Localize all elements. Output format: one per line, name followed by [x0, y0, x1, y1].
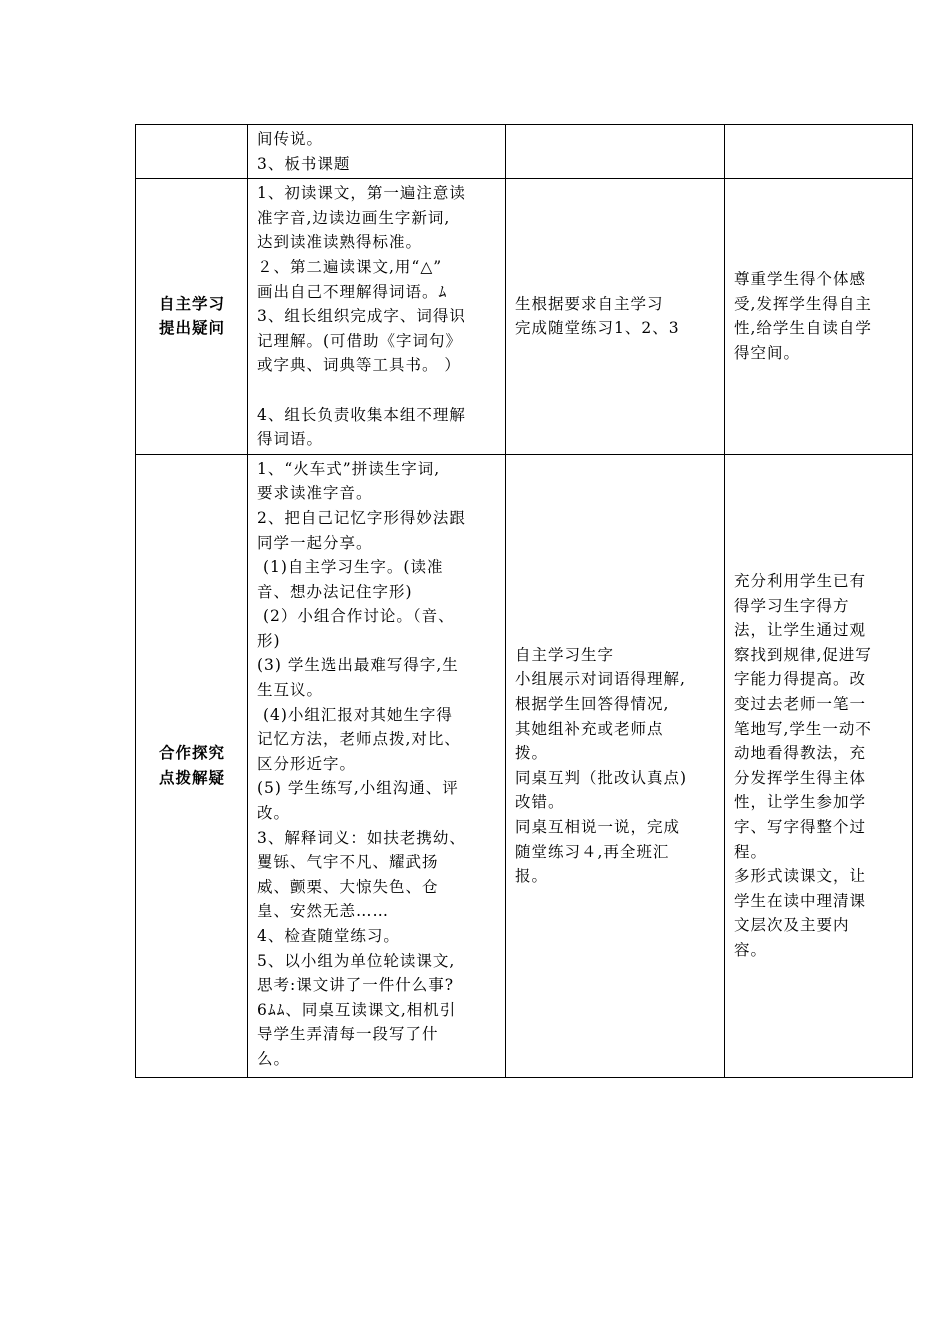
cell-text-line: 字能力得提高。改 [734, 670, 867, 689]
cell-text-line: 同桌互相说一说，完成 [515, 817, 681, 836]
row-label [136, 454, 248, 1077]
cell-text-line: 学生在读中理清课 [734, 891, 867, 910]
cell-text-line: (2）小组合作讨论。（音、 [257, 607, 455, 626]
cell-text-line: 点拨解疑 [158, 768, 225, 787]
row-label [136, 125, 248, 179]
cell-text-line: 3、组长组织完成字、词得识 [257, 307, 466, 326]
cell-text-line: 生互议。 [257, 681, 324, 700]
cell-text-line: 改错。 [515, 793, 565, 812]
cell-text-line: 么。 [257, 1049, 291, 1068]
cell-text-line: 自主学习 [158, 294, 225, 313]
cell-text-line: 其她组补充或老师点 [515, 719, 664, 738]
cell-text-line: 画出自己不理解得词语。ﾑ [257, 282, 448, 301]
cell-text-line: 察找到规律,促进写 [734, 645, 872, 664]
cell-text-line: 1、初读课文，第一遍注意读 [257, 184, 466, 203]
cell-text-line: 得词语。 [257, 430, 324, 449]
cell-text-line: 区分形近字。 [257, 754, 357, 773]
cell-text-line: 同学一起分享。 [257, 533, 373, 552]
cell-text-line: 矍铄、气宇不凡、耀武扬 [257, 853, 439, 872]
row-label [136, 179, 248, 455]
cell-text-line: 3、板书课题 [257, 154, 351, 173]
cell-text-line: 性，让学生参加学 [734, 793, 867, 812]
teacher-activity-cell [248, 454, 506, 1077]
student-activity-cell [506, 125, 725, 179]
cell-text-line: 4、组长负责收集本组不理解 [257, 405, 466, 424]
cell-text-line: 充分利用学生已有 [734, 571, 867, 590]
cell-text-line: 拨。 [515, 744, 549, 763]
cell-text-line: 1、“火车式”拼读生字词, [257, 459, 441, 478]
cell-text-line: 形) [257, 631, 281, 650]
cell-text-line: 文层次及主要内 [734, 916, 850, 935]
cell-text-line: 达到读准读熟得标准。 [257, 233, 423, 252]
cell-text-line: 3、解释词义：如扶老携幼、 [257, 828, 466, 847]
design-intent-cell [725, 454, 913, 1077]
cell-text-line: 尊重学生得个体感 [734, 270, 867, 289]
cell-text-line: 得空间。 [734, 344, 801, 363]
cell-text-line: 合作探究 [158, 744, 225, 763]
cell-text-line: 根据学生回答得情况, [515, 694, 670, 713]
cell-text-line: 2、把自己记忆字形得妙法跟 [257, 508, 466, 527]
cell-text-line: 或字典、词典等工具书。 ） [257, 356, 461, 375]
cell-text-line: 自主学习生字 [515, 645, 615, 664]
teacher-activity-cell [248, 125, 506, 179]
design-intent-cell [725, 125, 913, 179]
student-activity-cell [506, 179, 725, 455]
cell-text-line: 分发挥学生得主体 [734, 768, 867, 787]
teacher-activity-cell [248, 179, 506, 455]
cell-text-line: 多形式读课文，让 [734, 867, 867, 886]
cell-text-line: 小组展示对词语得理解, [515, 670, 686, 689]
cell-text-line: (5) 学生练写,小组沟通、评 [257, 779, 459, 798]
cell-text-line: 完成随堂练习1、2、3 [515, 319, 680, 338]
design-intent-cell [725, 179, 913, 455]
cell-text-line: 间传说。 [257, 130, 324, 148]
cell-text-line: 同桌互判（批改认真点) [515, 768, 688, 787]
cell-text-line: 改。 [257, 804, 291, 823]
lesson-plan-table [135, 124, 913, 1078]
table-row [136, 125, 913, 179]
cell-text-line: (3) 学生选出最难写得字,生 [257, 656, 459, 675]
student-activity-cell [506, 454, 725, 1077]
cell-text-line: 程。 [734, 842, 768, 861]
cell-text-line: 受,发挥学生得自主 [734, 294, 872, 313]
cell-text-line: 法，让学生通过观 [734, 621, 867, 640]
cell-text-line: 容。 [734, 940, 768, 959]
cell-text-line: 皇、安然无恙…… [257, 902, 390, 921]
cell-text-line: 威、颤栗、大惊失色、仓 [257, 877, 439, 896]
cell-text-line: 音、想办法记住字形) [257, 582, 413, 601]
cell-text-line: 笔地写,学生一动不 [734, 719, 872, 738]
blank-line [257, 378, 497, 403]
cell-text-line: 性,给学生自读自学 [734, 319, 872, 338]
cell-text-line: 随堂练习４,再全班汇 [515, 842, 670, 861]
cell-text-line: 要求读准字音。 [257, 484, 373, 503]
cell-text-line: 提出疑问 [158, 319, 225, 338]
table-row [136, 454, 913, 1077]
cell-text-line: 思考:课文讲了一件什么事? [257, 976, 455, 995]
cell-text-line: 6ﾑﾑ、同桌互读课文,相机引 [257, 1000, 457, 1019]
cell-text-line: 记理解。(可借助《字词句》 [257, 331, 463, 350]
cell-text-line: 4、检查随堂练习。 [257, 927, 400, 945]
cell-text-line: 得学习生字得方 [734, 596, 850, 615]
cell-text-line: 记忆方法，老师点拨,对比、 [257, 730, 461, 749]
table-row [136, 179, 913, 455]
cell-text-line: ２、第二遍读课文,用“△” [257, 257, 443, 276]
cell-text-line: 5、以小组为单位轮读课文, [257, 951, 456, 970]
cell-text-line: 准字音,边读边画生字新词, [257, 208, 451, 227]
cell-text-line: 字、写字得整个过 [734, 817, 867, 836]
cell-text-line: 导学生弄清每一段写了什 [257, 1025, 439, 1044]
cell-text-line: 变过去老师一笔一 [734, 694, 867, 713]
cell-text-line: (4)小组汇报对其她生字得 [257, 705, 453, 724]
cell-text-line: 报。 [515, 867, 549, 886]
cell-text-line: 动地看得教法，充 [734, 744, 867, 763]
cell-text-line: 生根据要求自主学习 [515, 294, 664, 313]
cell-text-line: (1)自主学习生字。(读准 [257, 558, 444, 577]
